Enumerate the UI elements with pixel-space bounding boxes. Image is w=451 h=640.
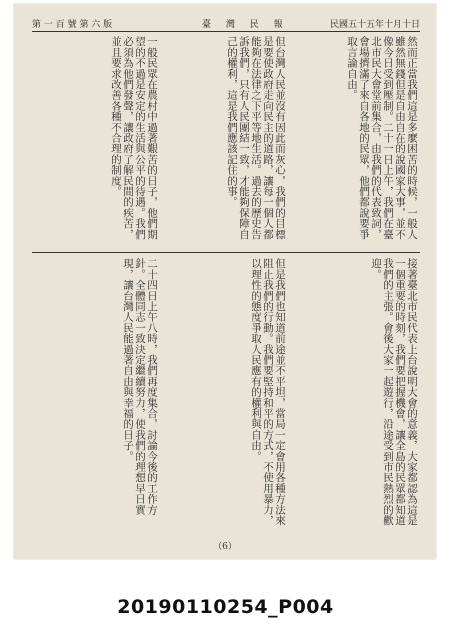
page-header [32, 15, 420, 32]
article-column-top-right: 然而正當我們這是多麼困苦的時候，一般人雖然無錢但是自由自在的說國家大事，並不像今日受到壓制。二十一日上午，我們在臺北市民大會堂前集合，由我們的代表致詞，會場擠滿了來自各地的民眾，他們都說要爭取言論自由。 [346, 36, 418, 240]
article-column-bottom-left: 二十四日上午八時，我們再度集合，討論今後的工作方針。全體同志一致決定繼續努力，使我們的理想早日實現，讓台灣人民能過著自由與幸福的日子。 [122, 258, 158, 515]
article-column-bottom-right: 接著臺北市民代表上台說明大會的意義，大家都認為這是一個重要的時刻，我們要把握機會，讓全島的民眾都知道我們的主張。會後大家一起遊行，沿途受到市民熱烈的歡迎。 [370, 258, 418, 526]
article-column-top-left: 一般民眾在農村中過著艱苦的日子，他們期望的不過是安定的生活與公平的待遇。我們必須為他們發聲，讓政府了解民間的疾苦，並且要求改善各種不合理的制度。 [110, 36, 158, 240]
article-column-top-middle: 但台灣人民並沒有因此而灰心，我們的目標是要使政府走向民主的道路，讓每一個人都能夠在法律之下平等地生活。過去的歷史告訴我們，只有人民團結一致，才能夠保障自己的權利，這是我們應該記住的事。 [226, 36, 286, 240]
article-column-bottom-middle: 但是我們也知道前途並不平坦，當局一定會用各種方法來阻止我們的行動。我們要堅持和平的方式，不使用暴力，以理性的態度爭取人民應有的權利與自由。 [250, 258, 286, 526]
image-caption: 20190110254_P004 [117, 596, 334, 618]
header-title: 臺 灣 民 報 [202, 20, 289, 30]
header-date: 民國五十五年十月十日 [329, 20, 420, 30]
header-issue: 第 一 百 號 第 六 版 [32, 20, 113, 30]
column-divider-rule [32, 252, 420, 253]
newspaper-page [14, 4, 436, 559]
page-number: （6） [213, 542, 237, 552]
